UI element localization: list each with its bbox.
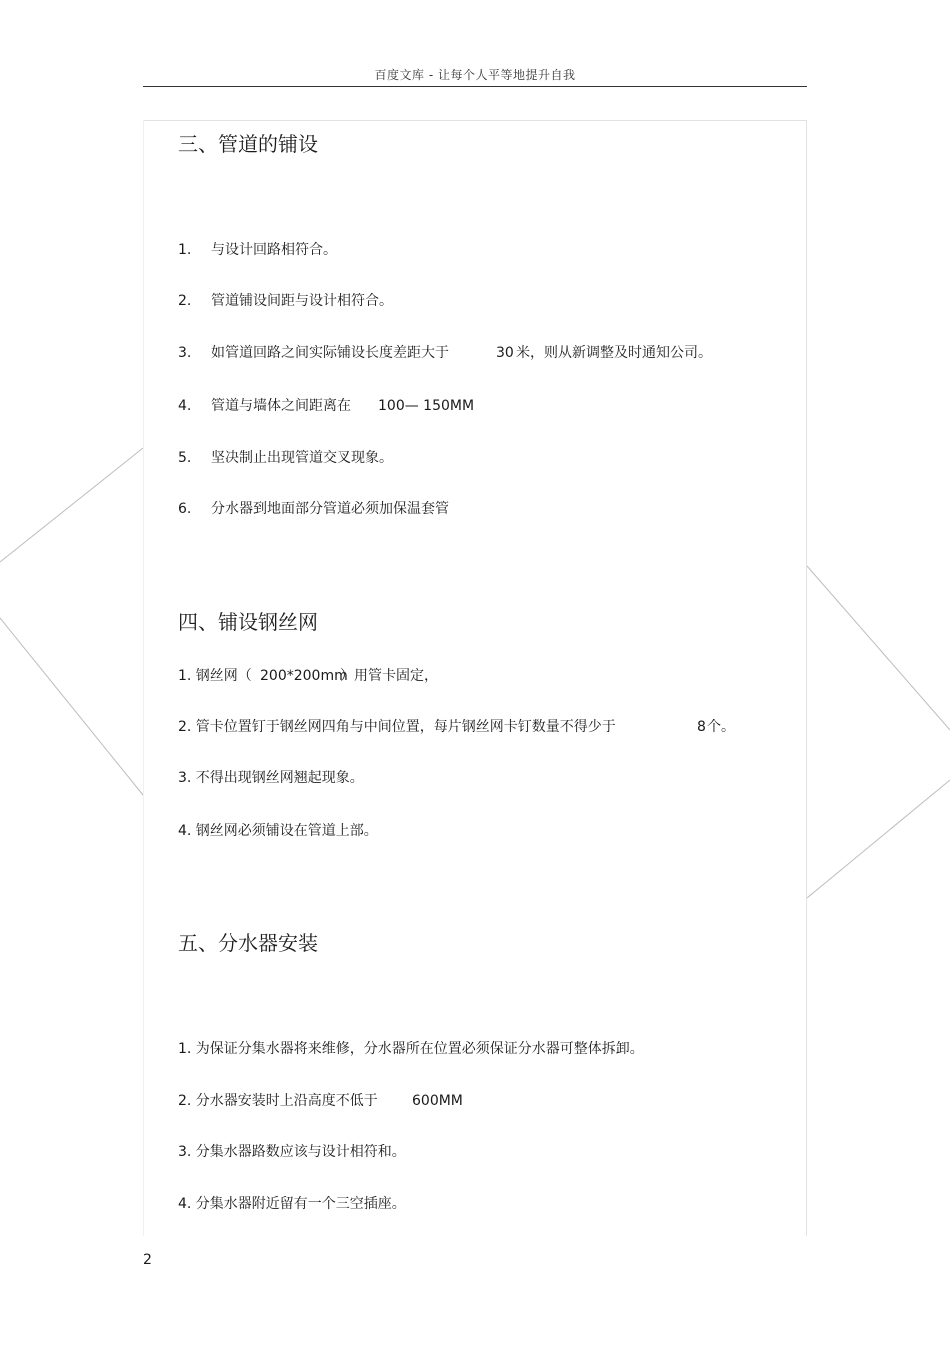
page-number: 2 xyxy=(143,1252,152,1268)
section-title-manifold-installation: 五、分水器安装 xyxy=(178,931,318,955)
section-title-pipe-laying: 三、管道的铺设 xyxy=(178,132,318,156)
document-header: 百度文库 - 让每个人平等地提升自我 xyxy=(374,68,576,82)
header-divider xyxy=(143,86,807,87)
section-title-steel-mesh: 四、铺设钢丝网 xyxy=(178,610,318,634)
